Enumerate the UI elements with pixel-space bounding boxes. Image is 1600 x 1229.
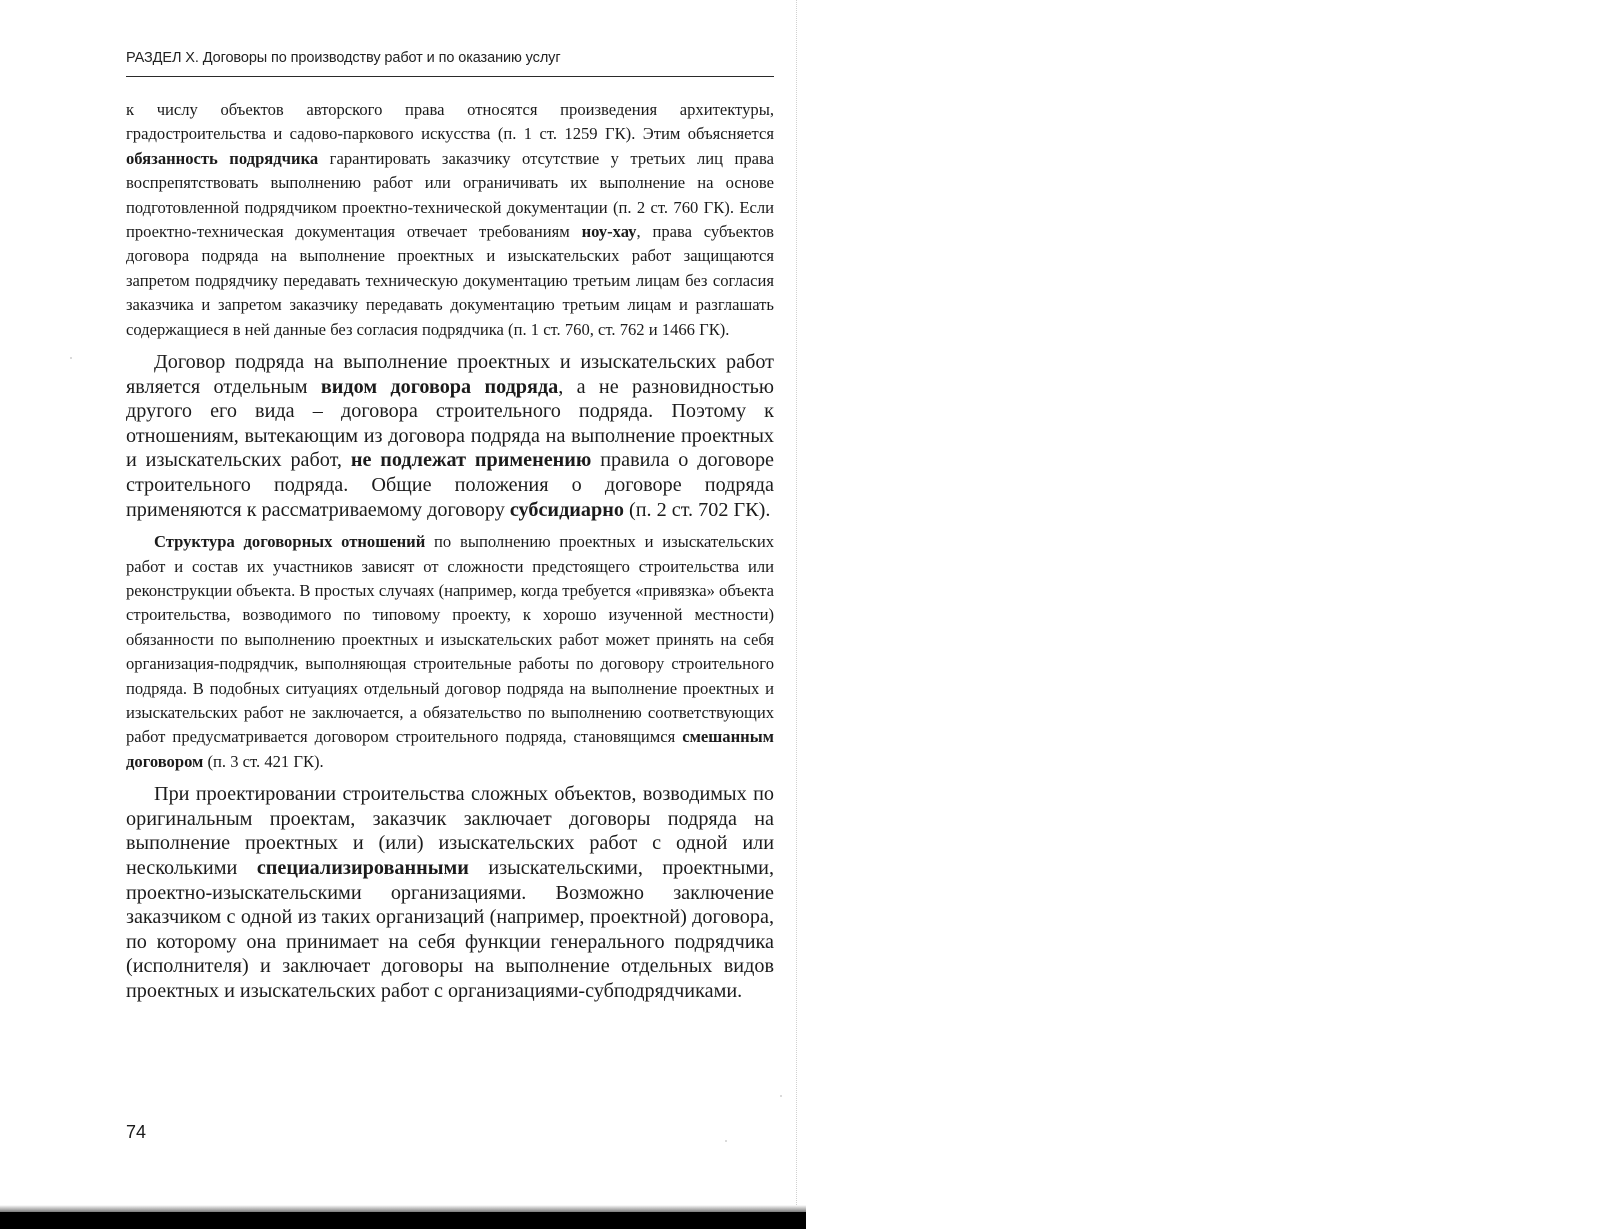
- bold-term: субсидиарно: [509, 498, 624, 521]
- bold-term: ноу-хау: [581, 222, 637, 242]
- scan-speck: [780, 1095, 782, 1097]
- text-run: изыскательскими, проектными, проектно-изыскательскими организациями. Возможно заключение заказчиком с одной из таких организаций (например, проектной) договора, по которому она принимает на себя функции генерального подрядчика (исполнителя) и заключает договоры на выполнение отдельных видов проектных и изыскательских работ с организациями-субподрядчиками.: [126, 857, 774, 1003]
- bold-term: обязанность подрядчика: [126, 148, 319, 168]
- paragraph-1: [126, 98, 774, 342]
- bold-term: смешанным договором: [126, 727, 774, 771]
- text-run: правила о договоре строительного подряда. Общие положения о договоре подряда применяются к рассматриваемому договору: [126, 449, 775, 521]
- bold-term: Структура договорных отношений: [154, 532, 426, 552]
- text-run: (п. 3 ст. 421 ГК).: [203, 751, 324, 771]
- paragraph-4: [126, 782, 774, 1003]
- text-run: Договор подряда на выполнение проектных и изыскательских работ является отдельным: [126, 351, 774, 398]
- page-number: 74: [126, 1122, 147, 1142]
- running-head: РАЗДЕЛ X. Договоры по производству работ и по оказанию услуг: [126, 50, 561, 66]
- bold-term: специализированными: [256, 857, 469, 880]
- scan-bottom-bar: [0, 1212, 806, 1229]
- text-run: к числу объектов авторского права относятся произведения архитектуры, градостроительства и садово-паркового искусства (п. 1 ст. 1259 ГК). Этим объясняется: [126, 100, 774, 144]
- text-run: , права субъектов договора подряда на выполнение проектных и изыскательских работ защищаются запретом подрядчику передавать техническую документацию третьим лицам без согласия заказчика и запретом заказчику передавать документацию третьим лицам и разглашать содержащиеся в ней данные без согласия подрядчика (п. 1 ст. 760, ст. 762 и 1466 ГК).: [126, 222, 774, 339]
- text-run: , а не разновидностью другого его вида – договора строительного подряда. Поэтому к отношениям, вытекающим из договора подряда на выполнение проектных и изыскательских работ,: [126, 375, 774, 472]
- scan-speck: [70, 357, 72, 359]
- bold-term: видом договора подряда: [320, 375, 559, 398]
- text-run: При проектировании строительства сложных объектов, возводимых по оригинальным проектам, заказчик заключает договоры подряда на выполнение проектных и (или) изыскательских работ с одной или несколькими: [126, 783, 774, 880]
- text-run: по выполнению проектных и изыскательских работ и состав их участников зависят от сложности предстоящего строительства или реконструкции объекта. В простых случаях (например, когда требуется «привязка» объекта строительства, возводимого по типовому проекту, к хорошо изученной местности) обязанности по выполнению проектных и изыскательских работ может принять на себя организация-подрядчик, выполняющая строительные работы по договору строительного подряда. В подобных ситуациях отдельный договор подряда на выполнение проектных и изыскательских работ не заключается, а обязательство по выполнению соответствующих работ предусматривается договором строительного подряда, становящимся: [126, 532, 774, 747]
- scan-speck: [725, 1140, 727, 1142]
- page-gutter-edge: [796, 0, 807, 1229]
- text-run: (п. 2 ст. 702 ГК).: [623, 498, 771, 521]
- bold-term: не подлежат применению: [350, 449, 592, 472]
- text-run: гарантировать заказчику отсутствие у третьих лиц права воспрепятствовать выполнению работ или ограничивать их выполнение на основе подготовленной подрядчиком проектно-технической документации (п. 2 ст. 760 ГК). Если проектно-техническая документация отвечает требованиям: [126, 148, 774, 242]
- running-head-rule: [126, 76, 774, 77]
- paragraph-3: [126, 530, 774, 774]
- paragraph-2: [126, 350, 774, 522]
- body-text: [126, 98, 774, 1004]
